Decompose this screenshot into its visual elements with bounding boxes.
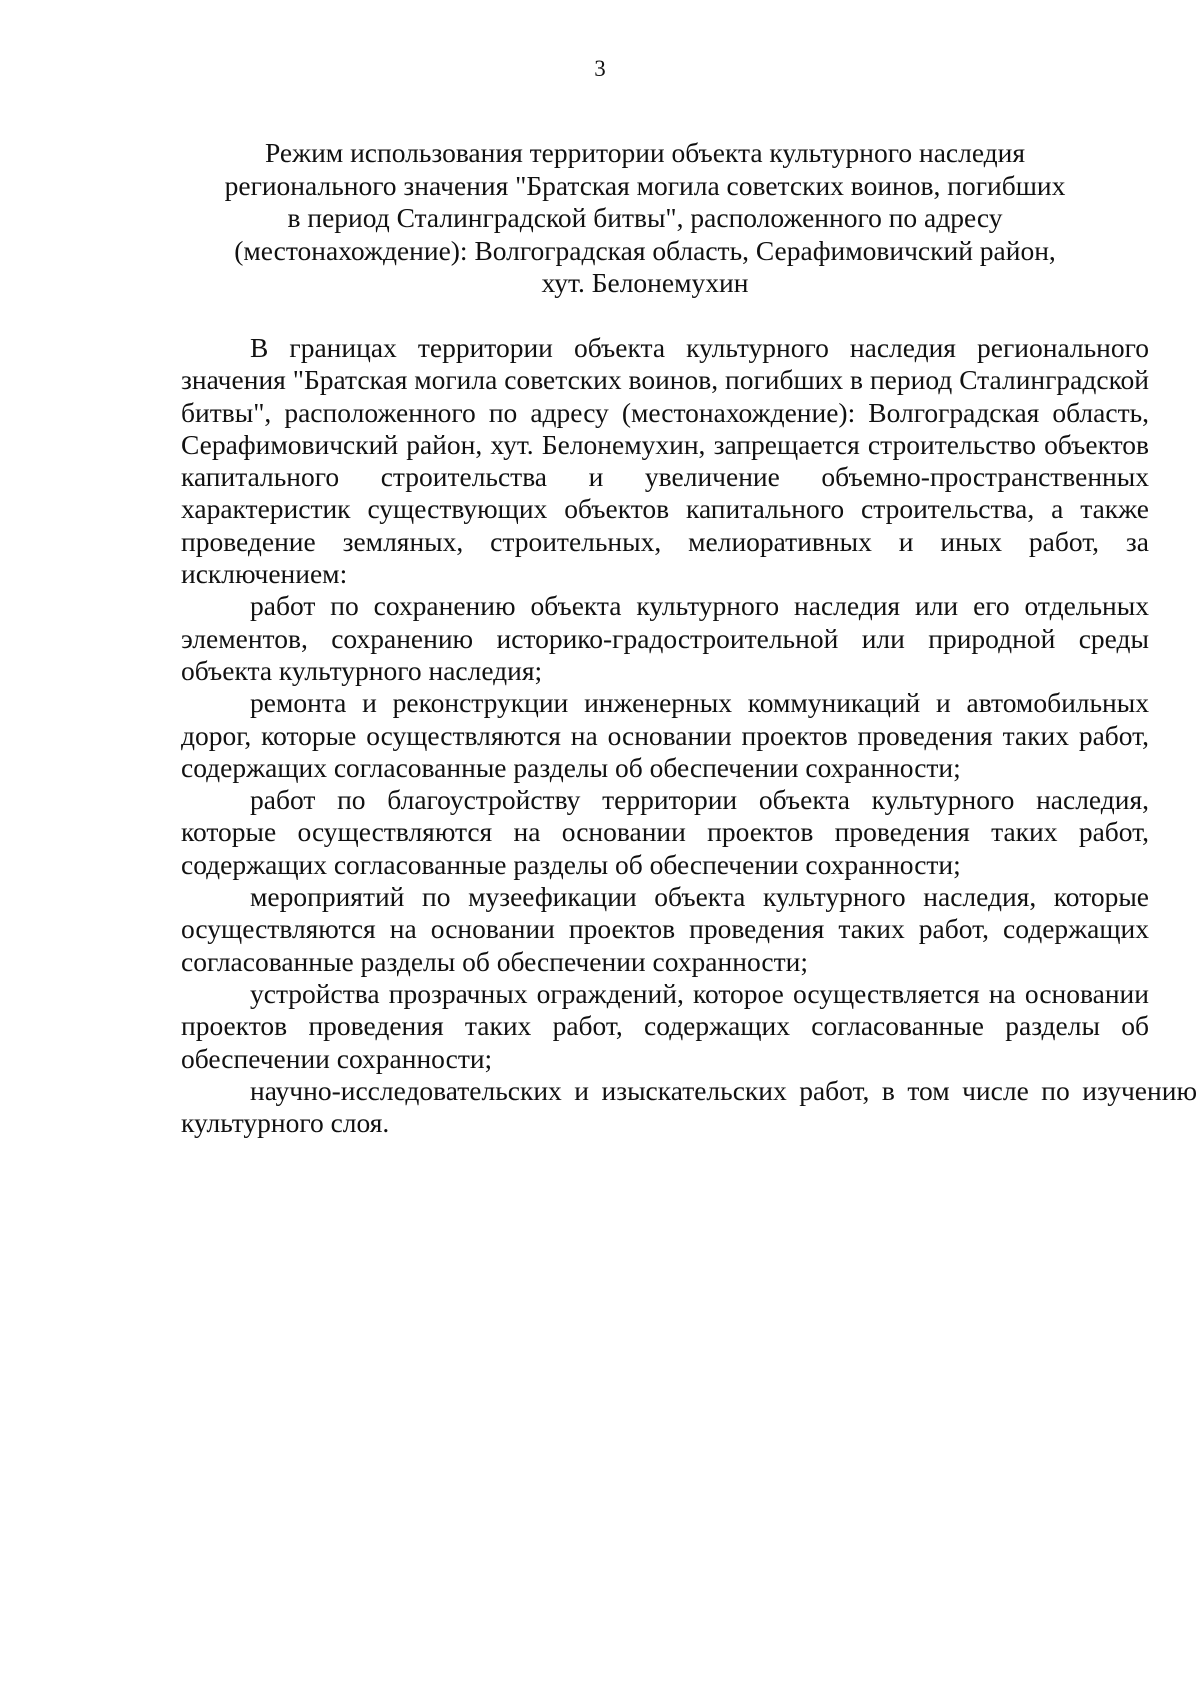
page-number: 3: [594, 56, 606, 81]
document-title: [180, 137, 1110, 300]
exception-paragraph: научно-исследовательских и изыскательских работ, в том числе по изучению культурного слоя.: [181, 1074, 1197, 1139]
exception-paragraph: ремонта и реконструкции инженерных коммуникаций и автомобильных дорог, которые осуществляются на основании проектов проведения таких работ, содержащих согласованные разделы об обеспечении сохранности;: [181, 687, 1149, 783]
exception-paragraph: устройства прозрачных ограждений, которое осуществляется на основании проектов проведения таких работ, содержащих согласованные разделы об обеспечении сохранности;: [181, 977, 1149, 1074]
title-line: хут. Белонемухин: [541, 267, 749, 298]
exception-paragraph: работ по благоустройству территории объекта культурного наследия, которые осуществляются на основании проектов проведения таких работ, содержащих согласованные разделы об обеспечении сохранности;: [181, 784, 1149, 880]
title-line: в период Сталинградской битвы", расположенного по адресу: [287, 202, 1003, 233]
title-line: регионального значения "Братская могила советских воинов, погибших: [224, 169, 1066, 201]
intro-paragraph: В границах территории объекта культурного наследия регионального значения "Братская могила советских воинов, погибших в период Сталинградской битвы", расположенного по адресу (местонахождение): Волгоградская область, Серафимовичский район, хут. Белонемухин, запрещается строительство объектов капитального строительства и увеличение объемно-пространственных характеристик существующих объектов капитального строительства, а также проведение земляных, строительных, мелиоративных и иных работ, за исключением:: [181, 332, 1149, 590]
title-line: (местонахождение): Волгоградская область, Серафимовичский район,: [234, 234, 1056, 266]
exception-paragraph: мероприятий по музеефикации объекта культурного наследия, которые осуществляются на основании проектов проведения таких работ, содержащих согласованные разделы об обеспечении сохранности;: [181, 881, 1149, 977]
exception-paragraph: работ по сохранению объекта культурного наследия или его отдельных элементов, сохранению историко-градостроительной или природной среды объекта культурного наследия;: [181, 590, 1149, 686]
title-line: Режим использования территории объекта культурного наследия: [264, 137, 1026, 168]
document-body: [181, 332, 1197, 1139]
